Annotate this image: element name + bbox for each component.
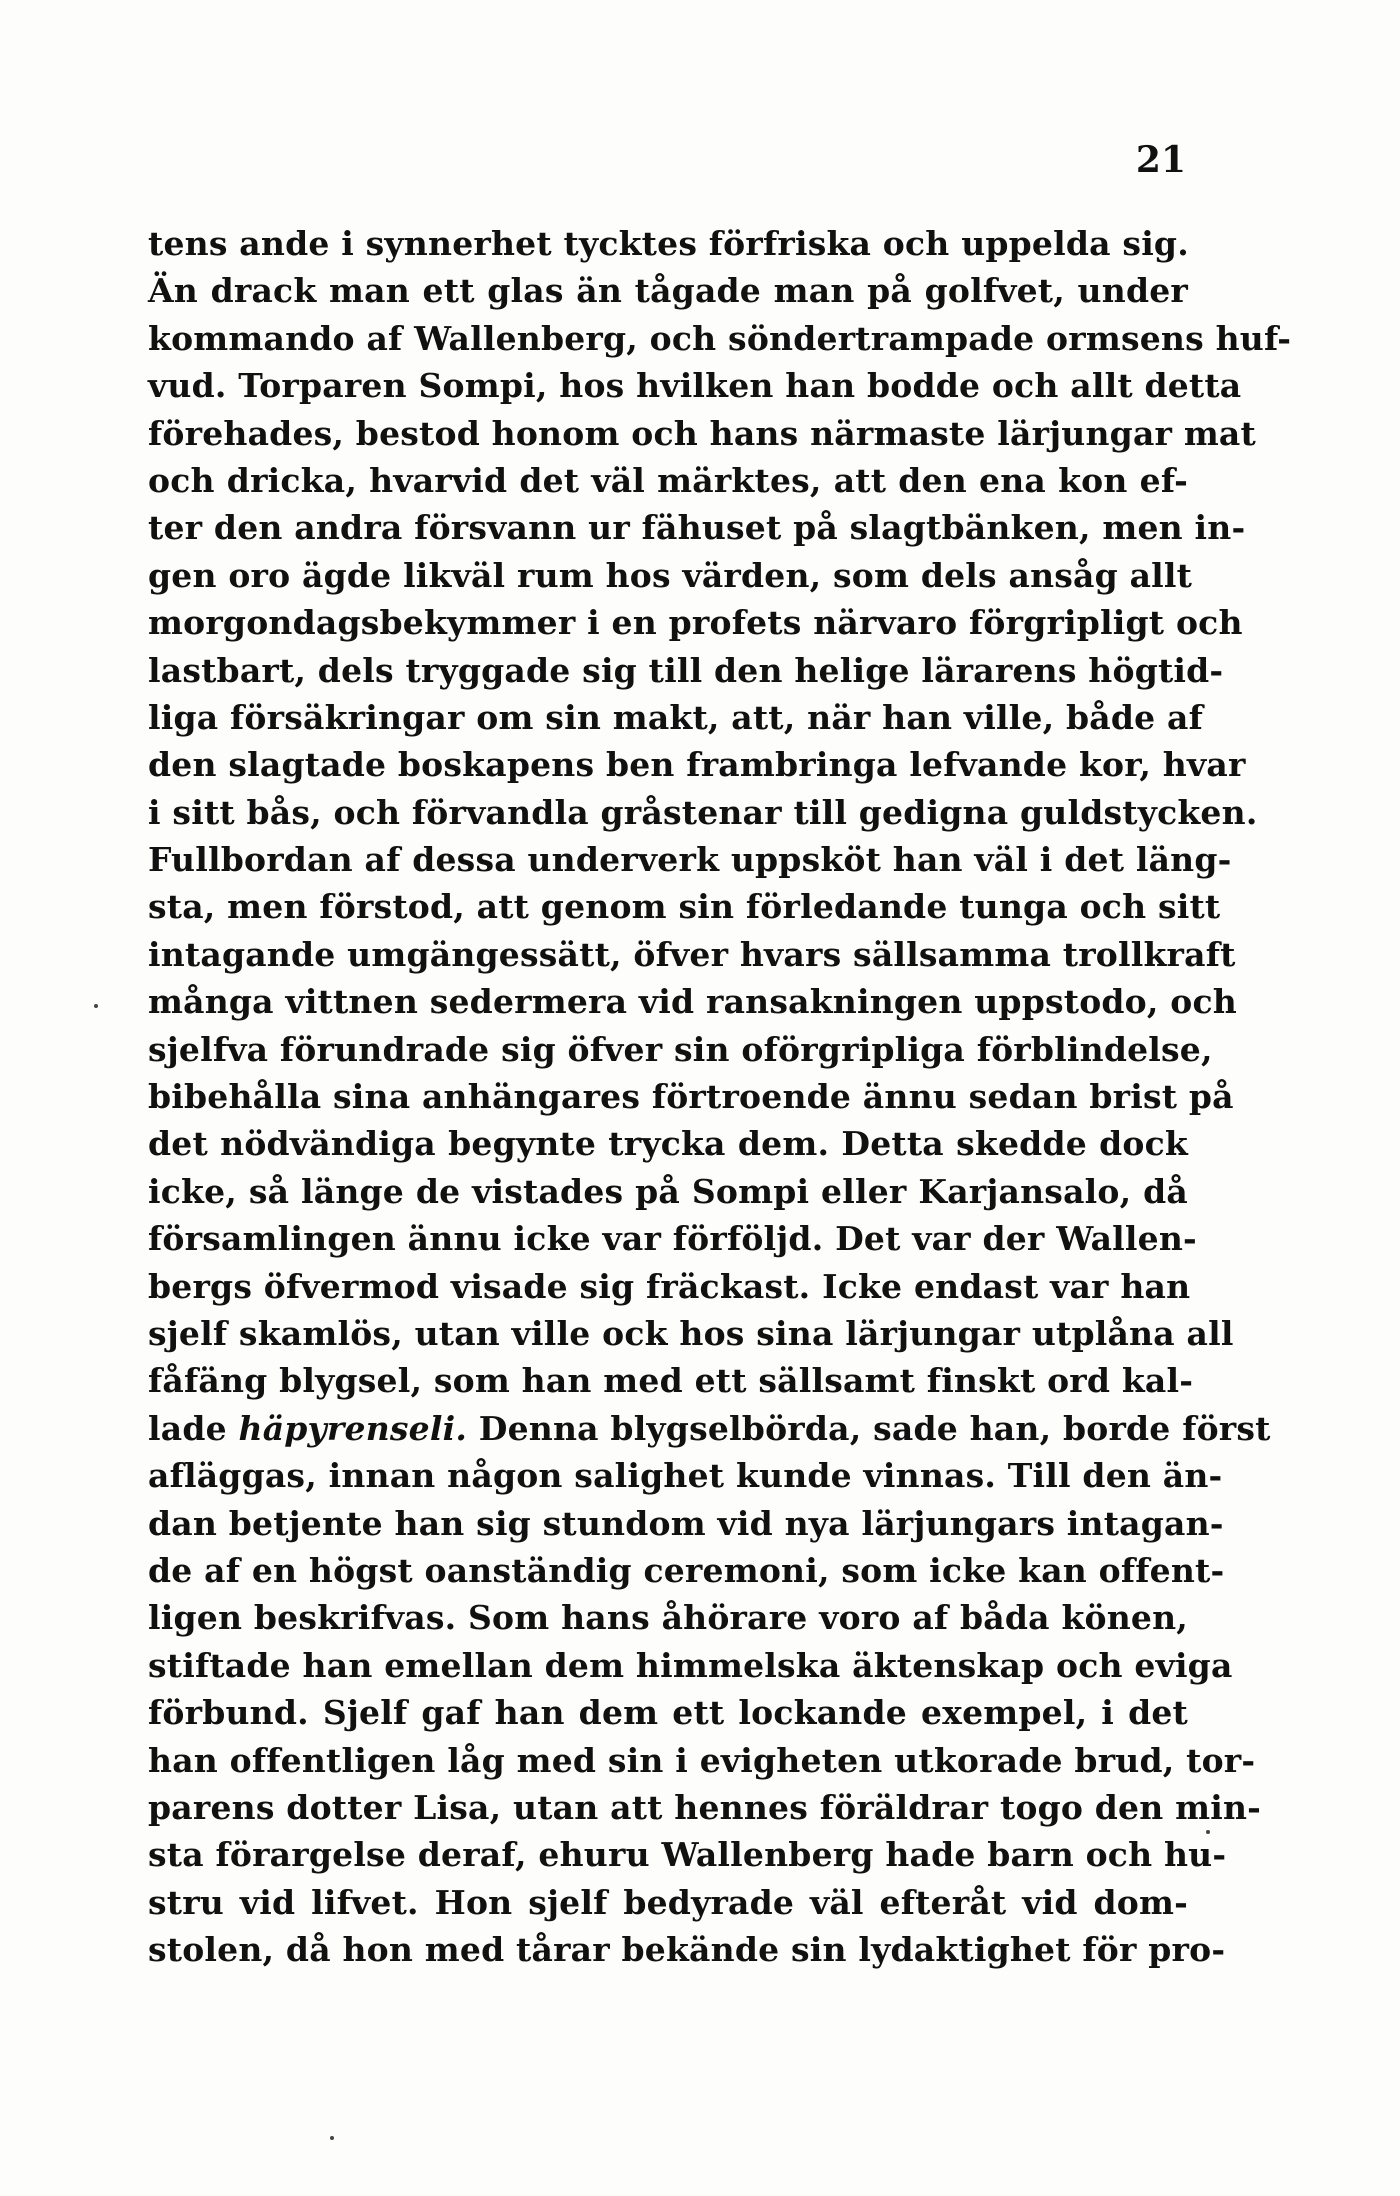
text-line: lastbart, dels tryggade sig till den helige lärarens högtid- — [148, 650, 1224, 690]
text-line: sjelfva förundrade sig öfver sin oförgripliga förblindelse, — [148, 1029, 1213, 1069]
text-line: ligen beskrifvas. Som hans åhörare voro af båda könen, — [148, 1598, 1188, 1638]
text-line: de af en högst oanständig ceremoni, som icke kan offent- — [148, 1550, 1225, 1590]
margin-speck — [1206, 1830, 1210, 1834]
text-line: gen oro ägde likväl rum hos värden, som dels ansåg allt — [148, 555, 1193, 595]
text-line: liga försäkringar om sin makt, att, när han ville, både af — [148, 697, 1203, 737]
text-line: tens ande i synnerhet tycktes förfriska och uppelda sig. — [148, 224, 1189, 263]
margin-speck — [330, 2136, 334, 2140]
text-line: i sitt bås, och förvandla gråstenar till gedigna guldstycken. — [148, 792, 1258, 832]
text-line: och dricka, hvarvid det väl märktes, att den ena kon ef- — [148, 460, 1188, 500]
text-line: förehades, bestod honom och hans närmaste lärjungar mat — [148, 413, 1256, 453]
page-number: 21 — [1135, 139, 1186, 181]
text-line: han offentligen låg med sin i evigheten utkorade brud, tor- — [148, 1740, 1256, 1780]
text-line: kommando af Wallenberg, och söndertrampade ormsens huf- — [148, 318, 1292, 358]
text-line: förbund. Sjelf gaf han dem ett lockande exempel, i det — [148, 1693, 1188, 1733]
text-line: Än drack man ett glas än tågade man på golfvet, under — [148, 271, 1188, 311]
text-line: många vittnen sedermera vid ransakningen uppstodo, och — [148, 982, 1237, 1022]
text-line-with-italic — [148, 1405, 1271, 1452]
text-line: Fullbordan af dessa underverk uppsköt han väl i det läng- — [148, 840, 1232, 880]
text-line: ter den andra försvann ur fähuset på slagtbänken, men in- — [148, 508, 1246, 548]
line-end: Denna blygselbörda, sade han, borde först — [478, 1408, 1271, 1448]
text-line: dan betjente han sig stundom vid nya lärjungars intagan- — [148, 1503, 1224, 1543]
text-line: stru vid lifvet. Hon sjelf bedyrade väl efteråt vid dom- — [148, 1882, 1188, 1922]
text-line: intagande umgängessätt, öfver hvars sällsamma trollkraft — [148, 934, 1236, 974]
text-line: bergs öfvermod visade sig fräckast. Icke endast var han — [148, 1266, 1191, 1306]
text-line: sta, men förstod, att genom sin förledande tunga och sitt — [148, 887, 1221, 927]
text-line: församlingen ännu icke var förföljd. Det var der Wallen- — [148, 1219, 1197, 1259]
text-line: parens dotter Lisa, utan att hennes föräldrar togo den min- — [148, 1787, 1262, 1827]
line-start: lade — [148, 1408, 227, 1448]
text-line: icke, så länge de vistades på Sompi eller Karjansalo, då — [148, 1171, 1188, 1211]
text-line: sjelf skamlös, utan ville ock hos sina lärjungar utplåna all — [148, 1313, 1234, 1353]
text-line: stiftade han emellan dem himmelska äktenskap och eviga — [148, 1645, 1233, 1685]
text-line: morgondagsbekymmer i en profets närvaro förgripligt och — [148, 603, 1243, 643]
text-line: den slagtade boskapens ben frambringa lefvande kor, hvar — [148, 745, 1246, 785]
text-line: stolen, då hon med tårar bekände sin lydaktighet för pro- — [148, 1930, 1226, 1970]
margin-speck — [94, 1004, 98, 1008]
text-line: afläggas, innan någon salighet kunde vinnas. Till den än- — [148, 1456, 1223, 1496]
body-text — [148, 220, 1292, 1973]
text-line: det nödvändiga begynte trycka dem. Detta skedde dock — [148, 1124, 1188, 1164]
text-line: bibehålla sina anhängares förtroende ännu sedan brist på — [148, 1077, 1234, 1117]
text-line: fåfäng blygsel, som han med ett sällsamt finskt ord kal- — [148, 1361, 1194, 1401]
italic-term: häpyrenseli. — [238, 1408, 468, 1448]
text-line: vud. Torparen Sompi, hos hvilken han bodde och allt detta — [148, 366, 1242, 406]
text-line: sta förargelse deraf, ehuru Wallenberg hade barn och hu- — [148, 1835, 1227, 1875]
